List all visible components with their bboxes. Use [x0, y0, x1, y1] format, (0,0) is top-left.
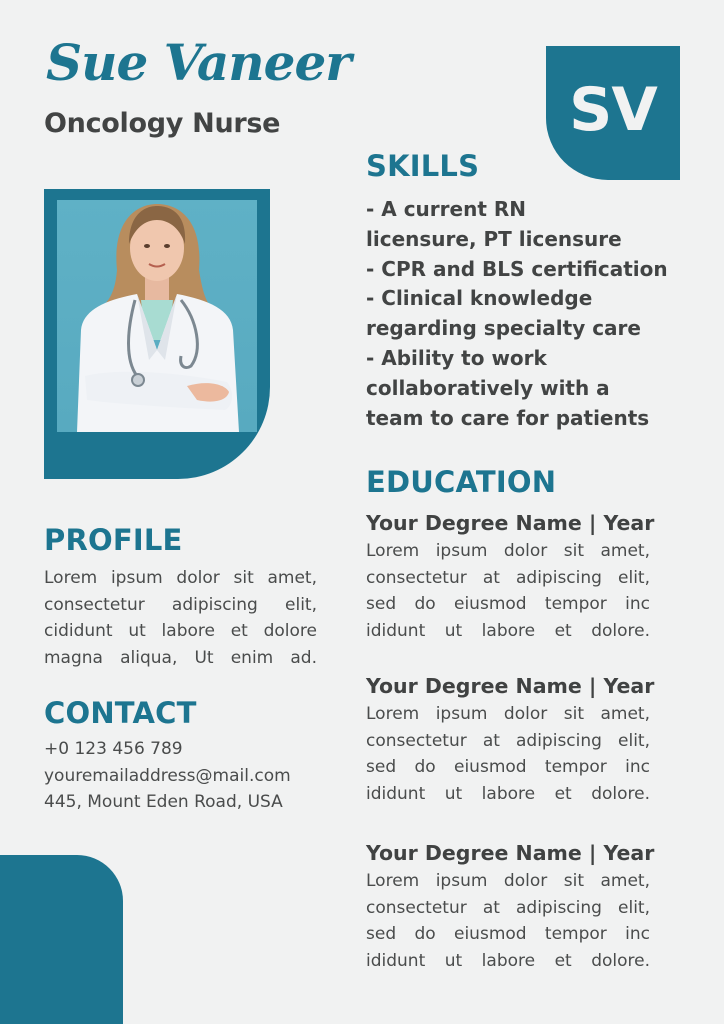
degree-title: Your Degree Name | Year	[366, 841, 655, 865]
skills-line: collaboratively with a	[366, 375, 610, 400]
profile-photo	[57, 200, 257, 432]
skills-line: - A current RN	[366, 197, 526, 221]
profile-line: Lorem ipsum dolor sit amet,	[44, 568, 317, 588]
skills-line: - CPR and BLS certification	[366, 256, 668, 281]
degree-line: consectetur at adipiscing elit,	[366, 730, 650, 751]
profile-line: consectetur adipiscing elit,	[44, 594, 317, 615]
degree-description	[366, 701, 650, 807]
monogram-text: SV	[569, 75, 657, 145]
candidate-name: Sue Vaneer	[46, 33, 351, 92]
skills-line: - Ability to work	[366, 345, 547, 370]
degree-line: sed do eiusmod tempor inc	[366, 594, 650, 614]
skills-heading: SKILLS	[366, 149, 480, 183]
contact-heading: CONTACT	[44, 696, 197, 730]
skills-line: team to care for patients	[366, 405, 650, 430]
nurse-portrait-illustration	[57, 200, 257, 432]
degree-line: ididunt ut labore et dolore.	[366, 783, 650, 804]
degree-description	[366, 868, 650, 974]
contact-email[interactable]: youremailaddress@mail.com	[44, 765, 291, 786]
degree-line: sed do eiusmod tempor inc	[366, 757, 650, 777]
decorative-corner-block	[0, 855, 123, 1024]
degree-line: consectetur at adipiscing elit,	[366, 567, 650, 588]
profile-line: cididunt ut labore et dolore	[44, 621, 317, 641]
contact-phone[interactable]: +0 123 456 789	[44, 739, 183, 759]
degree-line: Lorem ipsum dolor sit amet,	[366, 871, 650, 891]
skills-list	[366, 195, 676, 433]
profile-heading: PROFILE	[44, 523, 183, 557]
monogram-badge	[546, 46, 680, 180]
degree-description	[366, 538, 650, 644]
skills-line: regarding specialty care	[366, 316, 641, 341]
degree-line: Lorem ipsum dolor sit amet,	[366, 541, 650, 561]
job-title: Oncology Nurse	[44, 108, 281, 139]
degree-line: ididunt ut labore et dolore.	[366, 950, 650, 971]
skills-line: licensure, PT licensure	[366, 226, 622, 251]
profile-text	[44, 565, 317, 671]
skills-line: - Clinical knowledge	[366, 286, 593, 311]
degree-line: sed do eiusmod tempor inc	[366, 924, 650, 944]
degree-title: Your Degree Name | Year	[366, 674, 655, 698]
degree-line: ididunt ut labore et dolore.	[366, 620, 650, 641]
contact-address: 445, Mount Eden Road, USA	[44, 792, 283, 812]
education-entry	[366, 508, 655, 644]
education-entry	[366, 838, 655, 974]
degree-line: consectetur at adipiscing elit,	[366, 897, 650, 918]
education-entry	[366, 671, 655, 807]
degree-title: Your Degree Name | Year	[366, 511, 655, 535]
contact-details	[44, 736, 291, 816]
profile-line: magna aliqua, Ut enim ad.	[44, 647, 317, 668]
education-heading: EDUCATION	[366, 465, 557, 499]
degree-line: Lorem ipsum dolor sit amet,	[366, 704, 650, 724]
